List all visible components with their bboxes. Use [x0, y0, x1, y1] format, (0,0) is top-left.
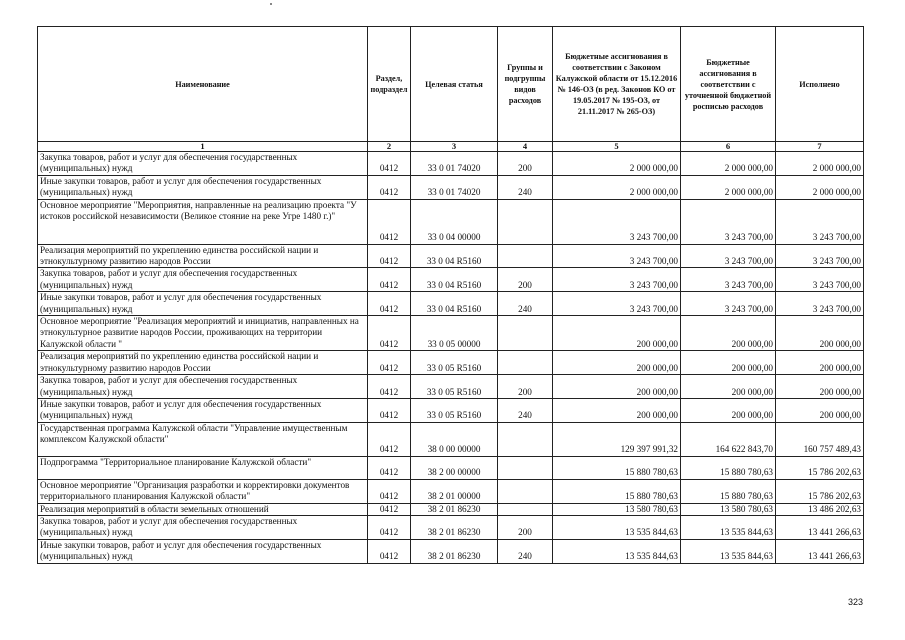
- budget-table: [37, 26, 864, 564]
- scan-speck: [270, 3, 272, 5]
- cell-target: 33 0 04 00000: [411, 199, 498, 244]
- cell-target: 33 0 04 R5160: [411, 292, 498, 316]
- cell-executed: 200 000,00: [776, 398, 864, 422]
- cell-refined: 200 000,00: [681, 351, 776, 375]
- cell-executed: 15 786 202,63: [776, 479, 864, 503]
- column-number: 1: [38, 142, 368, 152]
- cell-target: 38 0 00 00000: [411, 422, 498, 456]
- cell-name: Иные закупки товаров, работ и услуг для обеспечения государственных (муниципальных) нужд: [38, 539, 368, 563]
- cell-group: 240: [498, 175, 553, 199]
- cell-name: Основное мероприятие "Реализация мероприятий и инициатив, направленных на этнокультурное развитие народов России, проживающих на территории Калужской области ": [38, 316, 368, 351]
- cell-law: 200 000,00: [553, 398, 681, 422]
- table-row: [38, 398, 864, 422]
- cell-law: 129 397 991,32: [553, 422, 681, 456]
- cell-law: 13 535 844,63: [553, 539, 681, 563]
- cell-section: 0412: [368, 199, 411, 244]
- cell-section: 0412: [368, 244, 411, 268]
- cell-law: 15 880 780,63: [553, 479, 681, 503]
- cell-refined: 3 243 700,00: [681, 268, 776, 292]
- table-row: [38, 244, 864, 268]
- cell-law: 200 000,00: [553, 316, 681, 351]
- cell-group: 200: [498, 515, 553, 539]
- cell-executed: 13 486 202,63: [776, 503, 864, 515]
- cell-section: 0412: [368, 422, 411, 456]
- cell-law: 3 243 700,00: [553, 292, 681, 316]
- column-number: 6: [681, 142, 776, 152]
- cell-section: 0412: [368, 398, 411, 422]
- table-body: [38, 152, 864, 564]
- cell-law: 2 000 000,00: [553, 175, 681, 199]
- cell-target: 33 0 05 00000: [411, 316, 498, 351]
- cell-name: Реализация мероприятий в области земельных отношений: [38, 503, 368, 515]
- cell-target: 33 0 05 R5160: [411, 375, 498, 399]
- cell-group: [498, 316, 553, 351]
- cell-section: 0412: [368, 539, 411, 563]
- cell-group: 240: [498, 292, 553, 316]
- cell-group: 240: [498, 398, 553, 422]
- table-row: [38, 539, 864, 563]
- table-row: [38, 351, 864, 375]
- cell-name: Иные закупки товаров, работ и услуг для обеспечения государственных (муниципальных) нужд: [38, 292, 368, 316]
- cell-target: 38 2 01 00000: [411, 479, 498, 503]
- budget-sheet: [37, 26, 863, 564]
- cell-name: Реализация мероприятий по укреплению единства российской нации и этнокультурному развитию народов России: [38, 351, 368, 375]
- cell-name: Закупка товаров, работ и услуг для обеспечения государственных (муниципальных) нужд: [38, 515, 368, 539]
- cell-target: 33 0 05 R5160: [411, 398, 498, 422]
- cell-section: 0412: [368, 456, 411, 479]
- cell-name: Основное мероприятие "Мероприятия, направленные на реализацию проекта "У истоков российской независимости (Великое стояние на реке Угре 1480 г.)": [38, 199, 368, 244]
- cell-executed: 160 757 489,43: [776, 422, 864, 456]
- cell-law: 2 000 000,00: [553, 152, 681, 176]
- cell-name: Реализация мероприятий по укреплению единства российской нации и этнокультурному развитию народов России: [38, 244, 368, 268]
- table-row: [38, 268, 864, 292]
- cell-name: Государственная программа Калужской области "Управление имущественным комплексом Калужской области": [38, 422, 368, 456]
- cell-refined: 3 243 700,00: [681, 244, 776, 268]
- cell-section: 0412: [368, 479, 411, 503]
- cell-law: 200 000,00: [553, 375, 681, 399]
- cell-group: [498, 456, 553, 479]
- cell-group: [498, 479, 553, 503]
- column-number: 4: [498, 142, 553, 152]
- cell-executed: 3 243 700,00: [776, 292, 864, 316]
- header-target: Целевая статья: [411, 27, 498, 142]
- cell-refined: 3 243 700,00: [681, 199, 776, 244]
- header-executed: Исполнено: [776, 27, 864, 142]
- cell-section: 0412: [368, 351, 411, 375]
- cell-refined: 164 622 843,70: [681, 422, 776, 456]
- cell-group: [498, 351, 553, 375]
- page-number: 323: [848, 597, 864, 607]
- cell-executed: 200 000,00: [776, 375, 864, 399]
- header-row: [38, 27, 864, 142]
- column-number-row: [38, 142, 864, 152]
- cell-refined: 200 000,00: [681, 375, 776, 399]
- cell-refined: 2 000 000,00: [681, 175, 776, 199]
- cell-group: [498, 199, 553, 244]
- cell-law: 3 243 700,00: [553, 268, 681, 292]
- table-row: [38, 422, 864, 456]
- cell-law: 3 243 700,00: [553, 199, 681, 244]
- cell-refined: 200 000,00: [681, 398, 776, 422]
- table-row: [38, 152, 864, 176]
- cell-executed: 13 441 266,63: [776, 539, 864, 563]
- cell-group: 200: [498, 375, 553, 399]
- cell-group: 200: [498, 268, 553, 292]
- cell-name: Закупка товаров, работ и услуг для обеспечения государственных (муниципальных) нужд: [38, 268, 368, 292]
- cell-refined: 3 243 700,00: [681, 292, 776, 316]
- cell-law: 13 535 844,63: [553, 515, 681, 539]
- cell-law: 15 880 780,63: [553, 456, 681, 479]
- cell-name: Иные закупки товаров, работ и услуг для обеспечения государственных (муниципальных) нужд: [38, 398, 368, 422]
- header-budget-law: Бюджетные ассигнования в соответствии с Законом Калужской области от 15.12.2016 № 146-ОЗ (в ред. Законов КО от 19.05.2017 № 195-ОЗ, от 21.11.2017 № 265-ОЗ): [553, 27, 681, 142]
- cell-refined: 2 000 000,00: [681, 152, 776, 176]
- table-row: [38, 503, 864, 515]
- cell-executed: 13 441 266,63: [776, 515, 864, 539]
- cell-name: Иные закупки товаров, работ и услуг для обеспечения государственных (муниципальных) нужд: [38, 175, 368, 199]
- cell-law: 200 000,00: [553, 351, 681, 375]
- cell-section: 0412: [368, 152, 411, 176]
- table-row: [38, 316, 864, 351]
- cell-target: 38 2 01 86230: [411, 515, 498, 539]
- cell-law: 13 580 780,63: [553, 503, 681, 515]
- table-row: [38, 375, 864, 399]
- cell-name: Основное мероприятие "Организация разработки и корректировки документов территориального планирования Калужской области": [38, 479, 368, 503]
- header-groups: Группы и подгруппы видов расходов: [498, 27, 553, 142]
- cell-name: Закупка товаров, работ и услуг для обеспечения государственных (муниципальных) нужд: [38, 152, 368, 176]
- cell-target: 33 0 04 R5160: [411, 268, 498, 292]
- table-row: [38, 479, 864, 503]
- header-budget-refined: Бюджетные ассигнования в соответствии с уточненной бюджетной росписью расходов: [681, 27, 776, 142]
- cell-refined: 15 880 780,63: [681, 456, 776, 479]
- cell-target: 33 0 01 74020: [411, 152, 498, 176]
- cell-executed: 3 243 700,00: [776, 268, 864, 292]
- cell-group: [498, 244, 553, 268]
- table-row: [38, 456, 864, 479]
- column-number: 2: [368, 142, 411, 152]
- header-section: Раздел, подраздел: [368, 27, 411, 142]
- cell-name: Закупка товаров, работ и услуг для обеспечения государственных (муниципальных) нужд: [38, 375, 368, 399]
- table-row: [38, 292, 864, 316]
- cell-section: 0412: [368, 268, 411, 292]
- cell-target: 38 2 01 86230: [411, 503, 498, 515]
- cell-target: 38 2 00 00000: [411, 456, 498, 479]
- cell-section: 0412: [368, 175, 411, 199]
- cell-refined: 200 000,00: [681, 316, 776, 351]
- cell-group: [498, 503, 553, 515]
- cell-group: 200: [498, 152, 553, 176]
- cell-group: 240: [498, 539, 553, 563]
- cell-refined: 15 880 780,63: [681, 479, 776, 503]
- cell-section: 0412: [368, 515, 411, 539]
- cell-refined: 13 535 844,63: [681, 515, 776, 539]
- cell-name: Подпрограмма "Территориальное планирование Калужской области": [38, 456, 368, 479]
- cell-refined: 13 535 844,63: [681, 539, 776, 563]
- cell-executed: 15 786 202,63: [776, 456, 864, 479]
- cell-section: 0412: [368, 316, 411, 351]
- cell-law: 3 243 700,00: [553, 244, 681, 268]
- table-row: [38, 515, 864, 539]
- column-number: 3: [411, 142, 498, 152]
- cell-target: 33 0 05 R5160: [411, 351, 498, 375]
- cell-executed: 200 000,00: [776, 316, 864, 351]
- cell-refined: 13 580 780,63: [681, 503, 776, 515]
- cell-section: 0412: [368, 375, 411, 399]
- cell-executed: 3 243 700,00: [776, 199, 864, 244]
- header-name: Наименование: [38, 27, 368, 142]
- cell-target: 33 0 01 74020: [411, 175, 498, 199]
- cell-executed: 3 243 700,00: [776, 244, 864, 268]
- table-row: [38, 175, 864, 199]
- cell-section: 0412: [368, 503, 411, 515]
- column-number: 7: [776, 142, 864, 152]
- cell-executed: 2 000 000,00: [776, 175, 864, 199]
- column-number: 5: [553, 142, 681, 152]
- cell-group: [498, 422, 553, 456]
- cell-target: 38 2 01 86230: [411, 539, 498, 563]
- cell-section: 0412: [368, 292, 411, 316]
- cell-executed: 200 000,00: [776, 351, 864, 375]
- cell-target: 33 0 04 R5160: [411, 244, 498, 268]
- table-row: [38, 199, 864, 244]
- cell-executed: 2 000 000,00: [776, 152, 864, 176]
